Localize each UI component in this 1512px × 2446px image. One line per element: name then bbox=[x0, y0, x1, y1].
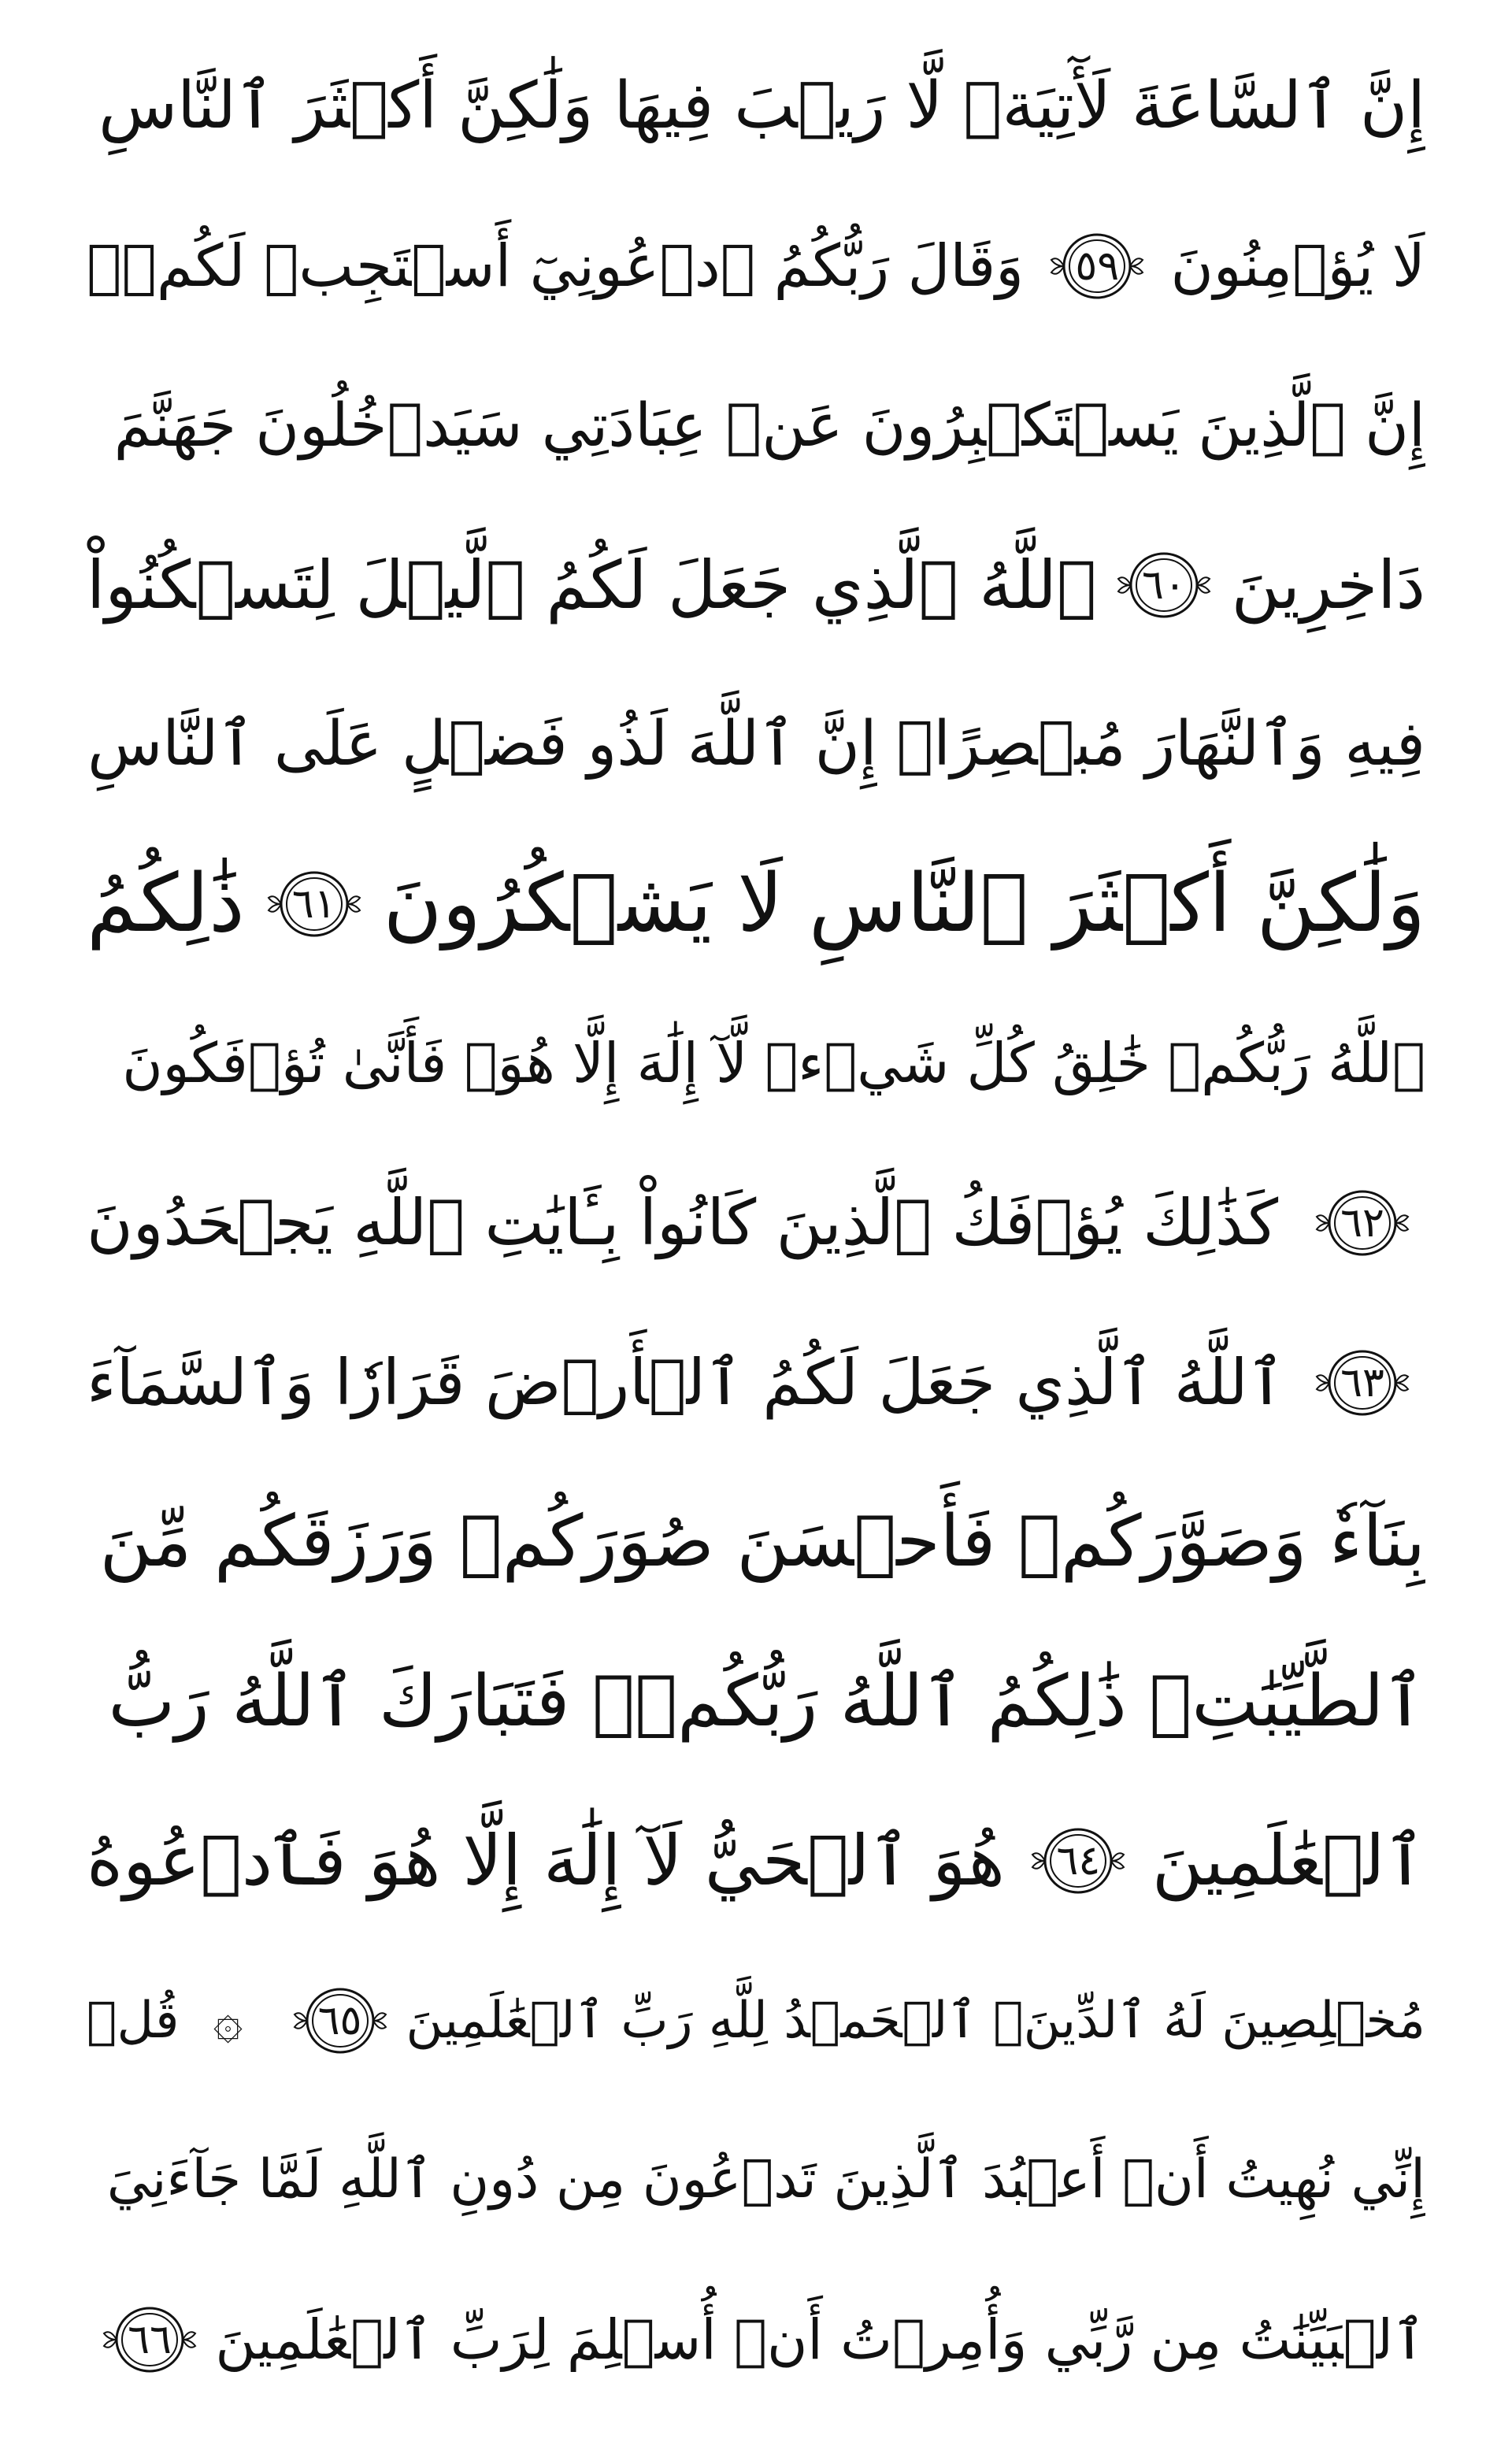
verse-text: كَذَٰلِكَ يُؤۡفَكُ ٱلَّذِينَ كَانُواْ بِـَٔايَٰتِ ٱللَّهِ يَجۡحَدُونَ bbox=[87, 1185, 1279, 1259]
hizb-star-icon: ۞ bbox=[213, 1991, 243, 2050]
verse-line-12 bbox=[87, 1786, 1425, 1936]
verse-text: إِنَّ ٱلسَّاعَةَ لَأٓتِيَةٞ لَّا رَيۡبَ فِيهَا وَلَٰكِنَّ أَكۡثَرَ ٱلنَّاسِ bbox=[98, 69, 1425, 143]
verse-text: ٱللَّهُ ٱلَّذِي جَعَلَ لَكُمُ ٱلۡأَرۡضَ قَرَارٗا وَٱلسَّمَآءَ bbox=[87, 1345, 1285, 1419]
verse-line-14 bbox=[87, 2105, 1425, 2255]
verse-lines bbox=[87, 32, 1425, 2414]
ayah-marker bbox=[1045, 225, 1149, 307]
verse-text: لَا يُؤۡمِنُونَ bbox=[1170, 232, 1425, 300]
ayah-number: ٦٢ bbox=[1340, 1199, 1384, 1247]
ayah-number: ٦٣ bbox=[1340, 1358, 1384, 1406]
verse-line-4 bbox=[87, 510, 1425, 660]
ayah-number: ٦٠ bbox=[1142, 561, 1186, 609]
ayah-marker bbox=[1026, 1820, 1130, 1902]
verse-text: دَاخِرِينَ bbox=[1231, 546, 1425, 624]
verse-line-1 bbox=[87, 32, 1425, 181]
ayah-marker bbox=[262, 863, 366, 945]
verse-line-6 bbox=[87, 829, 1425, 979]
ayah-marker bbox=[1310, 1342, 1414, 1424]
ayah-number: ٦١ bbox=[291, 880, 336, 928]
verse-line-3 bbox=[87, 350, 1425, 500]
verse-text: ٱللَّهُ رَبُّكُمۡ خَٰلِقُ كُلِّ شَيۡءٖ لَّآ إِلَٰهَ إِلَّا هُوَۖ فَأَنَّىٰ تُؤۡفَكُونَ bbox=[122, 1031, 1425, 1096]
ayah-marker bbox=[98, 2299, 202, 2381]
verse-line-8 bbox=[87, 1148, 1425, 1298]
verse-text: إِنِّي نُهِيتُ أَنۡ أَعۡبُدَ ٱلَّذِينَ تَدۡعُونَ مِن دُونِ ٱللَّهِ لَمَّا جَآءَنِيَ bbox=[106, 2148, 1425, 2211]
verse-text: ٱلۡعَٰلَمِينَ bbox=[1151, 1820, 1425, 1902]
verse-text: مُخۡلِصِينَ لَهُ ٱلدِّينَۗ ٱلۡحَمۡدُ لِلَّهِ رَبِّ ٱلۡعَٰلَمِينَ bbox=[406, 1991, 1425, 2050]
verse-line-10 bbox=[87, 1467, 1425, 1617]
ayah-marker bbox=[1112, 544, 1216, 626]
verse-text: وَقَالَ رَبُّكُمُ ٱدۡعُونِيٓ أَسۡتَجِبۡ لَكُمۡۚ bbox=[87, 232, 1024, 300]
ayah-marker bbox=[288, 1980, 392, 2062]
ayah-number: ٥٩ bbox=[1075, 242, 1120, 290]
verse-line-5 bbox=[87, 669, 1425, 819]
verse-text: قُلۡ bbox=[87, 1991, 180, 2050]
ayah-number: ٦٤ bbox=[1056, 1837, 1101, 1885]
ayah-marker bbox=[1310, 1182, 1414, 1264]
verse-text: فِيهِ وَٱلنَّهَارَ مُبۡصِرًاۚ إِنَّ ٱللَّهَ لَذُو فَضۡلٍ عَلَى ٱلنَّاسِ bbox=[87, 709, 1425, 780]
ayah-number: ٦٦ bbox=[128, 2315, 172, 2363]
verse-line-15 bbox=[87, 2265, 1425, 2414]
verse-line-9 bbox=[87, 1308, 1425, 1458]
verse-text: ٱلطَّيِّبَٰتِۚ ذَٰلِكُمُ ٱللَّهُ رَبُّكُمۡۖ فَتَبَارَكَ ٱللَّهُ رَبُّ bbox=[108, 1659, 1425, 1743]
verse-text: إِنَّ ٱلَّذِينَ يَسۡتَكۡبِرُونَ عَنۡ عِبَادَتِي سَيَدۡخُلُونَ جَهَنَّمَ bbox=[113, 390, 1425, 461]
verse-text: ٱللَّهُ ٱلَّذِي جَعَلَ لَكُمُ ٱلَّيۡلَ لِتَسۡكُنُواْ bbox=[87, 546, 1097, 624]
verse-line-7 bbox=[87, 988, 1425, 1138]
ayah-number: ٦٥ bbox=[317, 1996, 362, 2044]
verse-text: ذَٰلِكُمُ bbox=[87, 856, 245, 951]
verse-line-11 bbox=[87, 1627, 1425, 1777]
verse-text: بِنَآءٗ وَصَوَّرَكُمۡ فَأَحۡسَنَ صُوَرَكُمۡ وَرَزَقَكُم مِّنَ bbox=[99, 1500, 1425, 1584]
verse-line-2 bbox=[87, 191, 1425, 341]
verse-text: هُوَ ٱلۡحَيُّ لَآ إِلَٰهَ إِلَّا هُوَ فَٱدۡعُوهُ bbox=[87, 1820, 1005, 1902]
verse-text: ٱلۡبَيِّنَٰتُ مِن رَّبِّي وَأُمِرۡتُ أَنۡ أُسۡلِمَ لِرَبِّ ٱلۡعَٰلَمِينَ bbox=[215, 2307, 1425, 2372]
verse-text: وَلَٰكِنَّ أَكۡثَرَ ٱلنَّاسِ لَا يَشۡكُرُونَ bbox=[383, 856, 1425, 951]
verse-line-13 bbox=[87, 1946, 1425, 2096]
